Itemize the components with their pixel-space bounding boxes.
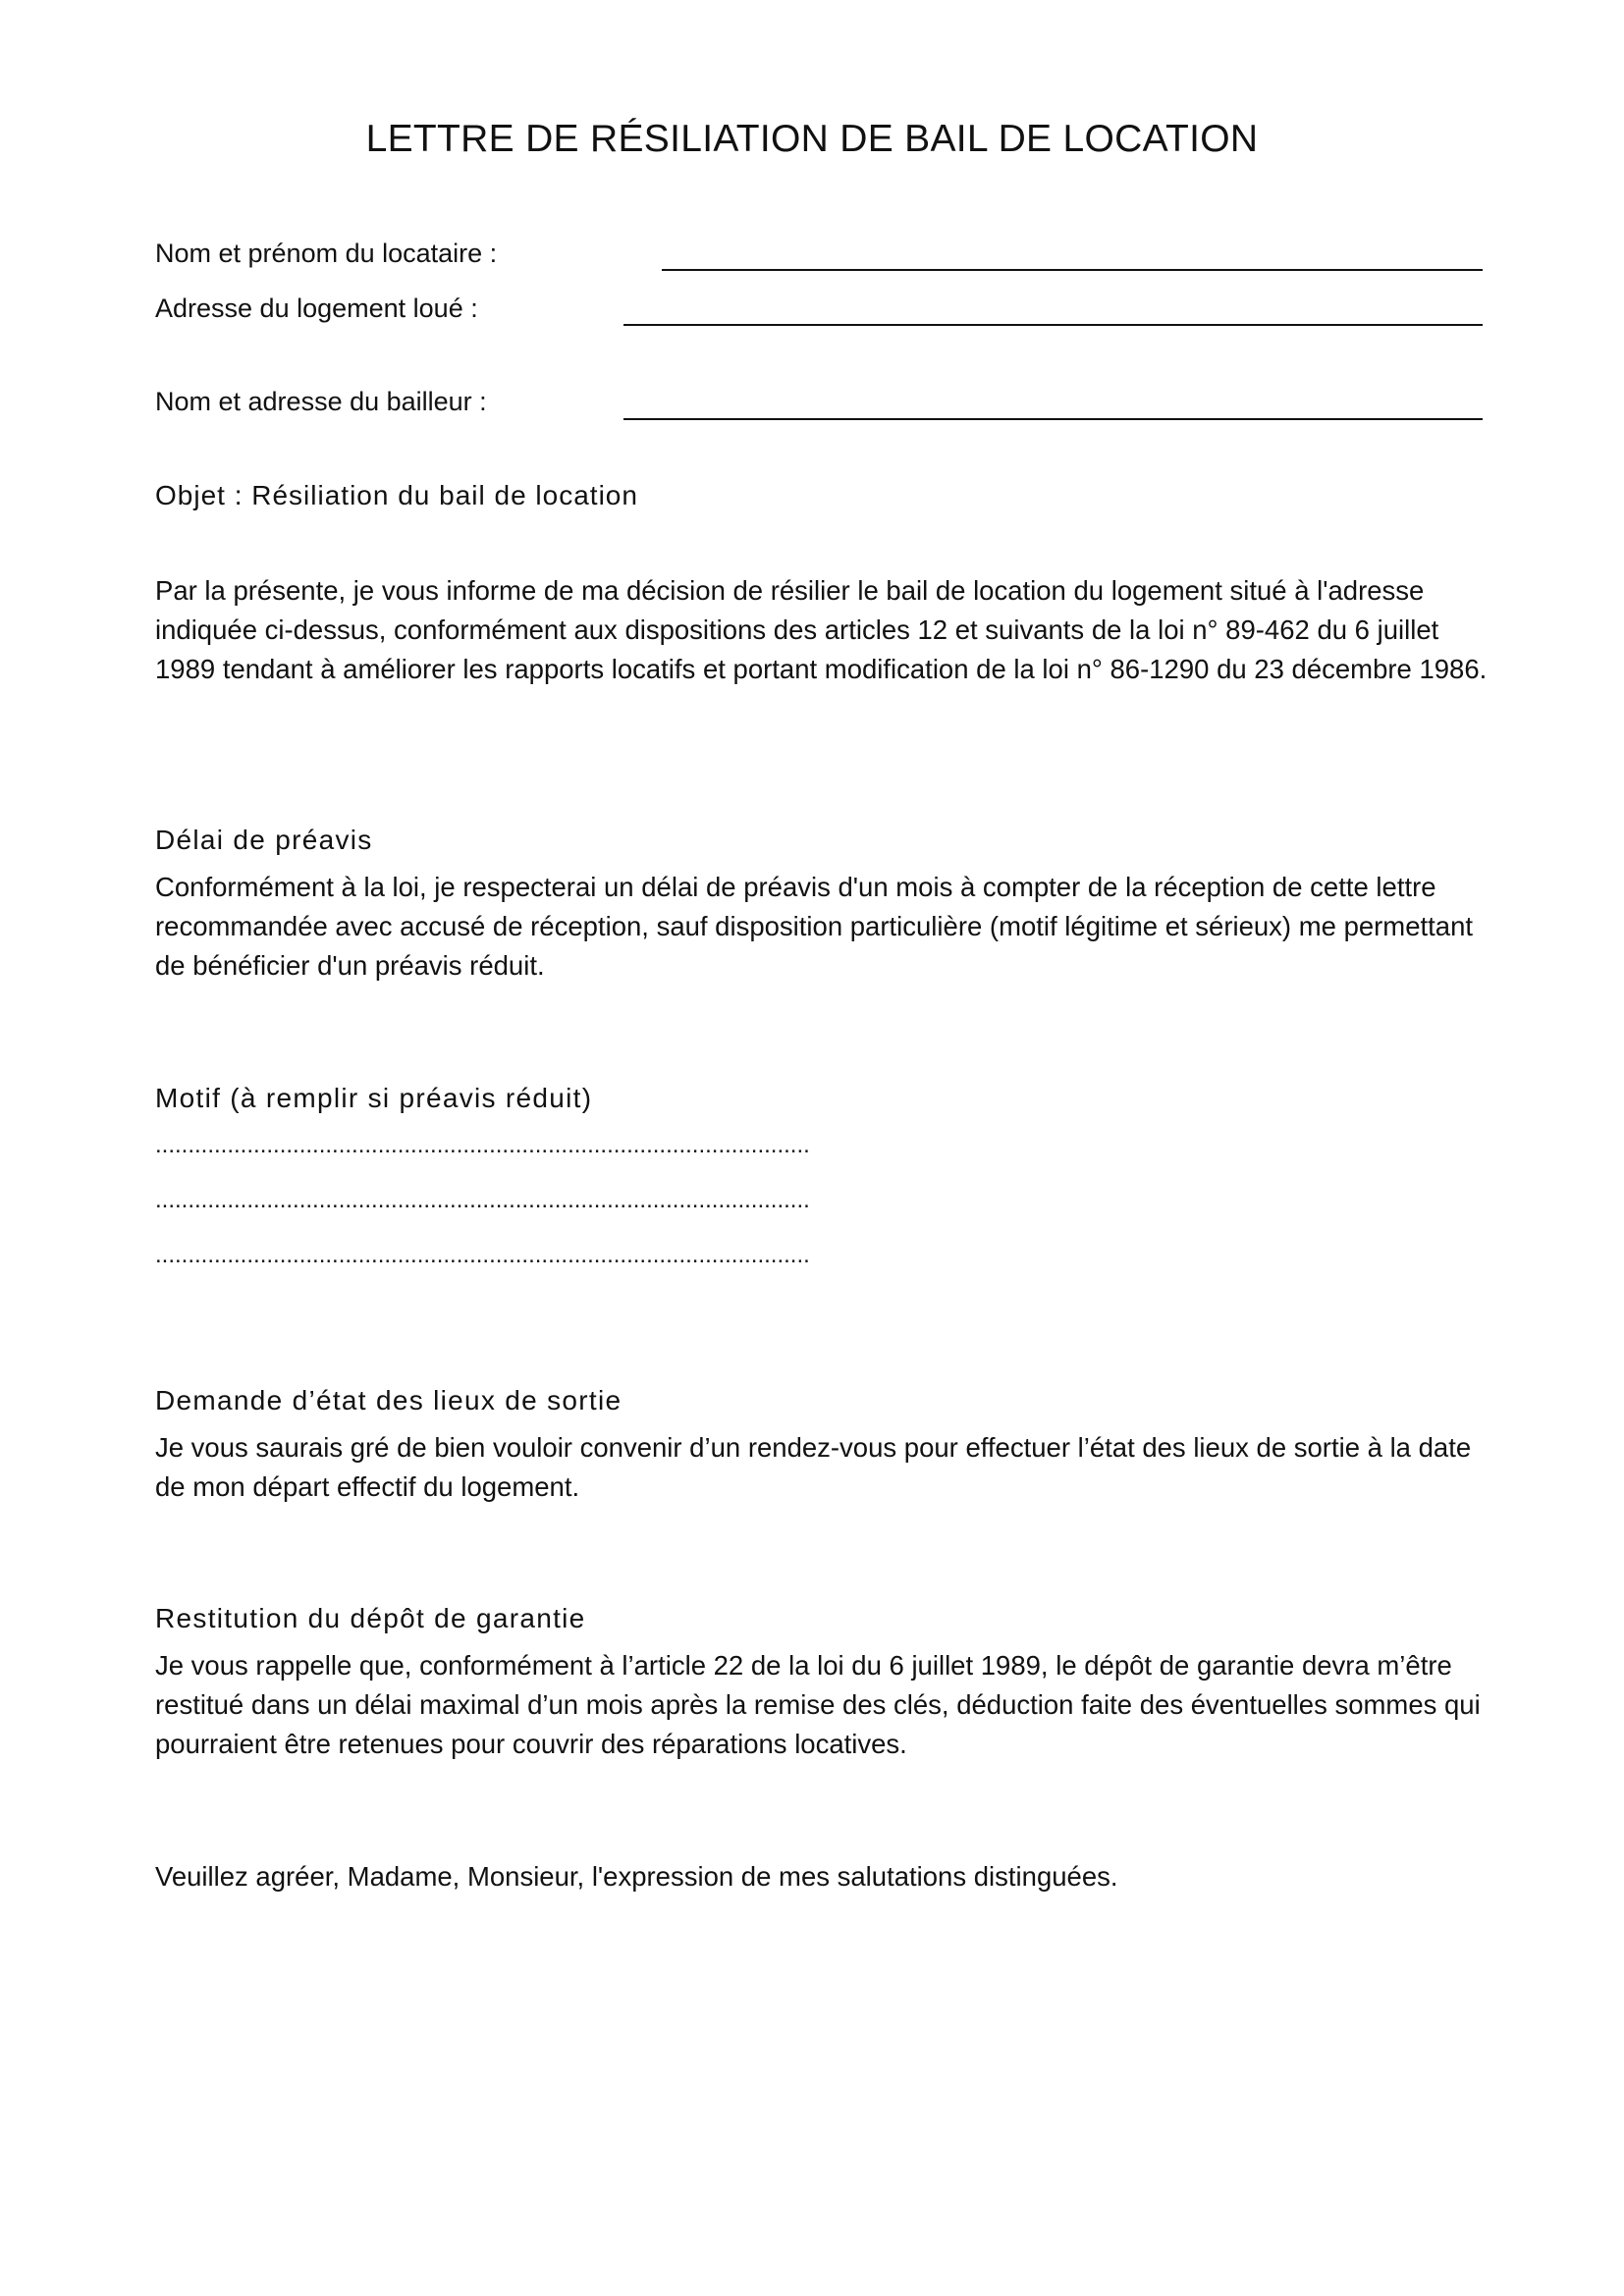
reason-heading: Motif (à remplir si préavis réduit) [155, 1083, 593, 1113]
rented-address-label: Adresse du logement loué : [155, 294, 478, 323]
rented-address-line[interactable] [623, 324, 1483, 326]
tenant-name-label: Nom et prénom du locataire : [155, 239, 498, 268]
notice-paragraph: Conformément à la loi, je respecterai un délai de préavis d'un mois à compter de la réception de cette lettre recommandée avec accusé de réception, sauf disposition particulière (motif légitime et sérieux) me permettant de bénéficier d'un préavis réduit. [155, 872, 1474, 981]
reason-line-1[interactable]: .................................................................................................... [155, 1132, 810, 1158]
inspection-paragraph: Je vous saurais gré de bien vouloir convenir d’un rendez-vous pour effectuer l’état des lieux de sortie à la date de mon départ effectif du logement. [155, 1432, 1472, 1502]
notice-heading: Délai de préavis [155, 825, 373, 855]
reason-line-2[interactable]: .................................................................................................... [155, 1187, 810, 1213]
closing-paragraph: Veuillez agréer, Madame, Monsieur, l'expression de mes salutations distinguées. [155, 1861, 1118, 1892]
subject-line: Objet : Résiliation du bail de location [155, 480, 638, 510]
reason-line-3[interactable]: .................................................................................................... [155, 1242, 810, 1268]
landlord-label: Nom et adresse du bailleur : [155, 387, 487, 416]
tenant-name-line[interactable] [662, 269, 1483, 271]
document-title: LETTRE DE RÉSILIATION DE BAIL DE LOCATION [365, 118, 1259, 160]
intro-paragraph: Par la présente, je vous informe de ma décision de résilier le bail de location du logement situé à l'adresse indiquée ci-dessus, conformément aux dispositions des articles 12 et suivants de la loi n° 89-462 du 6 juillet 1989 tendant à améliorer les rapports locatifs et portant modification de la loi n° 86-1290 du 23 décembre 1986. [155, 575, 1488, 684]
landlord-line[interactable] [623, 418, 1483, 420]
deposit-paragraph: Je vous rappelle que, conformément à l’article 22 de la loi du 6 juillet 1989, le dépôt de garantie devra m’être restitué dans un délai maximal d’un mois après la remise des clés, déduction faite des éventuelles sommes qui pourraient être retenues pour couvrir des réparations locatives. [155, 1650, 1481, 1759]
inspection-heading: Demande d’état des lieux de sortie [155, 1385, 623, 1415]
deposit-heading: Restitution du dépôt de garantie [155, 1603, 586, 1633]
